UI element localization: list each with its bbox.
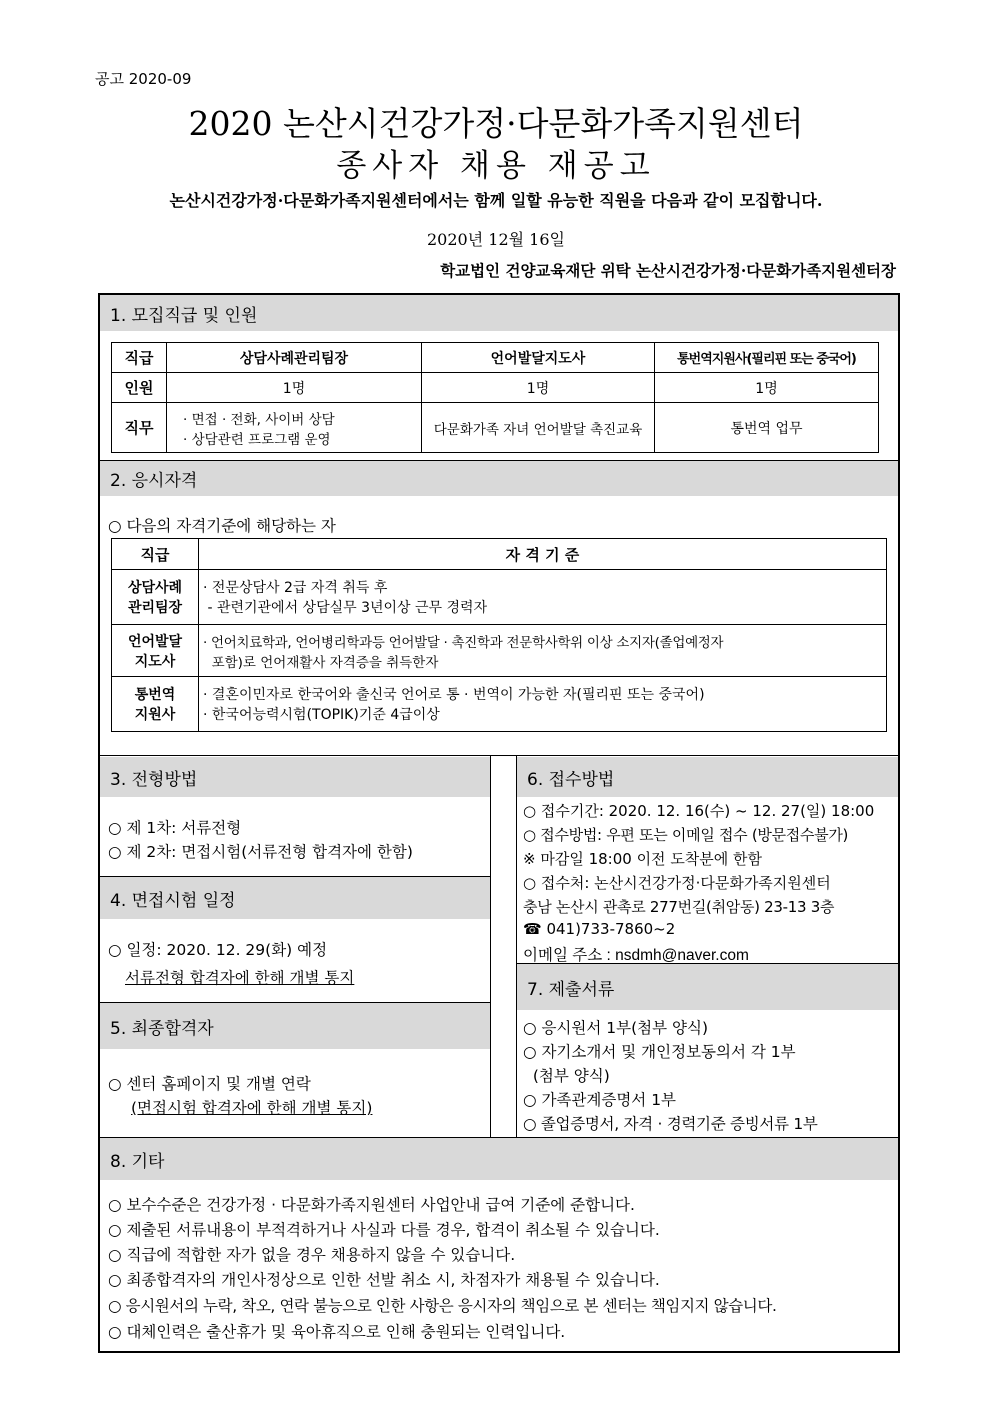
qual-row1-line2: - 관련기관에서 상담실무 3년이상 근무 경력자 bbox=[203, 600, 488, 616]
duty-1-line2: · 상담관련 프로그램 운영 bbox=[183, 431, 331, 448]
document-subtitle: 종사자 채용 재공고 bbox=[336, 148, 656, 184]
document-title: 2020 논산시건강가정·다문화가족지원센터 bbox=[188, 104, 804, 143]
qual-row1-title2: 관리팀장 bbox=[127, 600, 183, 616]
section4-heading: 4. 면접시험 일정 bbox=[100, 877, 490, 919]
qual-row1-criteria bbox=[199, 570, 887, 625]
doc-4: ○ 졸업증명서, 자격 · 경력기준 증빙서류 1부 bbox=[523, 1115, 818, 1133]
section3-heading: 3. 전형방법 bbox=[100, 757, 490, 797]
section5-heading: 5. 최종합격자 bbox=[100, 1003, 490, 1049]
issuer: 학교법인 건양교육재단 위탁 논산시건강가정·다문화가족지원센터장 bbox=[440, 261, 896, 280]
qual-row3-title2: 지원사 bbox=[134, 707, 176, 723]
receipt-period: ○ 접수기간: 2020. 12. 16(수) ~ 12. 27(일) 18:00 bbox=[523, 802, 875, 820]
position-3: 통번역지원사(필리핀 또는 중국어) bbox=[655, 343, 879, 373]
notice-number: 공고 2020-09 bbox=[95, 70, 192, 88]
col-criteria: 자 격 기 준 bbox=[199, 539, 887, 570]
qualification-intro: ○ 다음의 자격기준에 해당하는 자 bbox=[108, 517, 336, 535]
interview-notice: 서류전형 합격자에 한해 개별 통지 bbox=[125, 969, 355, 987]
count-1: 1명 bbox=[167, 373, 422, 403]
section2-heading: 2. 응시자격 bbox=[100, 461, 898, 496]
qual-row2-title2: 지도사 bbox=[134, 653, 176, 670]
misc-2: ○ 제출된 서류내용이 부적격하거나 사실과 다를 경우, 합격이 취소될 수 있습니다. bbox=[108, 1221, 660, 1239]
positions-table bbox=[111, 342, 879, 453]
section6-heading: 6. 접수방법 bbox=[517, 757, 898, 797]
doc-2: ○ 자기소개서 및 개인정보동의서 각 1부 bbox=[523, 1043, 796, 1061]
selection-step1: ○ 제 1차: 서류전형 bbox=[108, 819, 242, 837]
qual-row1-title1: 상담사례 bbox=[127, 580, 183, 596]
misc-4: ○ 최종합격자의 개인사정상으로 인한 선발 취소 시, 차점자가 채용될 수 있습니다. bbox=[108, 1271, 660, 1289]
final-notice-line2: (면접시험 합격자에 한해 개별 통지) bbox=[131, 1099, 373, 1117]
row-label-rank: 직급 bbox=[112, 343, 167, 373]
misc-1: ○ 보수수준은 건강가정 · 다문화가족지원센터 사업안내 급여 기준에 준합니다. bbox=[108, 1196, 635, 1214]
duty-1-line1: · 면접 · 전화, 사이버 상담 bbox=[183, 411, 335, 428]
row-label-count: 인원 bbox=[112, 373, 167, 403]
qual-row3-title1: 통번역 bbox=[134, 687, 176, 703]
final-notice-line1: ○ 센터 홈페이지 및 개별 연락 bbox=[108, 1075, 311, 1093]
receipt-method: ○ 접수방법: 우편 또는 이메일 접수 (방문접수불가) bbox=[523, 826, 849, 844]
qual-row2-title bbox=[112, 625, 199, 677]
receipt-email: 이메일 주소 : nsdmh@naver.com bbox=[523, 947, 749, 964]
duty-2: 다문화가족 자녀 언어발달 촉진교육 bbox=[422, 403, 655, 453]
col-rank: 직급 bbox=[112, 539, 199, 570]
qual-row2-line2: 포함)로 언어재활사 자격증을 취득한자 bbox=[203, 654, 439, 671]
doc-2-note: (첨부 양식) bbox=[523, 1067, 610, 1085]
qual-row3-line2: · 한국어능력시험(TOPIK)기준 4급이상 bbox=[203, 707, 440, 723]
section7-heading: 7. 제출서류 bbox=[517, 964, 898, 1010]
qual-row3-line1: · 결혼이민자로 한국어와 출신국 언어로 통 · 번역이 가능한 자(필리핀 또는 중국어) bbox=[203, 687, 705, 703]
position-2: 언어발달지도사 bbox=[422, 343, 655, 373]
receipt-place: ○ 접수처: 논산시건강가정·다문화가족지원센터 bbox=[523, 874, 831, 892]
misc-5: ○ 응시원서의 누락, 착오, 연락 불능으로 인한 사항은 응시자의 책임으로 본 센터는 책임지지 않습니다. bbox=[108, 1297, 777, 1315]
receipt-deadline: ※ 마감일 18:00 이전 도착분에 한함 bbox=[523, 850, 763, 868]
selection-step2: ○ 제 2차: 면접시험(서류전형 합격자에 한함) bbox=[108, 843, 413, 861]
qual-row3-title bbox=[112, 677, 199, 732]
misc-6: ○ 대체인력은 출산휴가 및 육아휴직으로 인해 충원되는 인력입니다. bbox=[108, 1323, 566, 1341]
count-2: 1명 bbox=[422, 373, 655, 403]
qualification-table bbox=[111, 538, 887, 732]
receipt-phone: ☎ 041)733-7860~2 bbox=[523, 920, 676, 938]
receipt-address: 충남 논산시 관촉로 277번길(취암동) 23-13 3층 bbox=[523, 898, 835, 916]
doc-1: ○ 응시원서 1부(첨부 양식) bbox=[523, 1019, 709, 1037]
notice-date: 2020년 12월 16일 bbox=[427, 230, 565, 249]
intro-text: 논산시건강가정·다문화가족지원센터에서는 함께 일할 유능한 직원을 다음과 같이 모집합니다. bbox=[169, 191, 823, 210]
column-divider bbox=[490, 756, 517, 1138]
row-label-duty: 직무 bbox=[112, 403, 167, 453]
qual-row1-title bbox=[112, 570, 199, 625]
qual-row2-line1: · 언어치료학과, 언어병리학과등 언어발달 · 촉진학과 전문학사학위 이상 소지자(졸업예정자 bbox=[203, 634, 724, 651]
position-1: 상담사례관리팀장 bbox=[167, 343, 422, 373]
duty-1 bbox=[167, 403, 422, 453]
misc-3: ○ 직급에 적합한 자가 없을 경우 채용하지 않을 수 있습니다. bbox=[108, 1246, 516, 1264]
section1-heading: 1. 모집직급 및 인원 bbox=[100, 295, 898, 331]
section8-heading: 8. 기타 bbox=[100, 1138, 898, 1180]
doc-3: ○ 가족관계증명서 1부 bbox=[523, 1091, 677, 1109]
qual-row3-criteria bbox=[199, 677, 887, 732]
qual-row2-title1: 언어발달 bbox=[127, 633, 183, 650]
duty-3: 통번역 업무 bbox=[655, 403, 879, 453]
qual-row1-line1: · 전문상담사 2급 자격 취득 후 bbox=[203, 580, 388, 596]
qual-row2-criteria bbox=[199, 625, 887, 677]
count-3: 1명 bbox=[655, 373, 879, 403]
interview-date: ○ 일정: 2020. 12. 29(화) 예정 bbox=[108, 941, 328, 959]
